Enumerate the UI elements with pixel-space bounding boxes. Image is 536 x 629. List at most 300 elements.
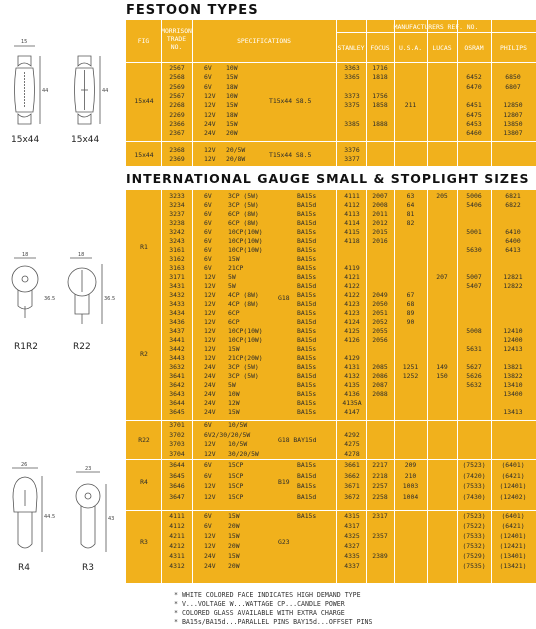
table-cell-power: 3CP (5W) [228, 363, 259, 371]
header-morrison-3: NO. [170, 43, 183, 51]
table-cell-brand-ref: 2218 [372, 471, 388, 480]
table-cell-brand-ref: 4129 [344, 354, 360, 362]
table-cell-power: 10CP(10W) [228, 228, 263, 236]
table-cell-power: 15CP [228, 492, 244, 501]
table-cell-trade-no: 3647 [169, 492, 185, 501]
table-cell-power: 15W [228, 532, 240, 540]
table-cell-voltage: 6V [204, 421, 212, 429]
note-3: * COLORED GLASS AVAILABLE WITH EXTRA CHARGE [174, 609, 345, 617]
table-cell-brand-ref: 13850 [503, 119, 523, 128]
table-cell-brand-ref: 13807 [503, 129, 523, 138]
table-cell-brand-ref: 149 [436, 363, 448, 371]
table-cell-brand-ref: 1756 [372, 91, 388, 100]
table-cell-spec-overlay: G18 BAY15d [278, 436, 317, 444]
table-cell-brand-ref: 5007 [466, 273, 482, 281]
table-cell-voltage: 6V [204, 201, 212, 209]
r22-bulb-icon [68, 258, 102, 324]
table-cell-brand-ref: 64 [406, 201, 415, 209]
table-cell-brand-ref: 12410 [503, 327, 523, 335]
table-cell-power: 15W [228, 512, 240, 520]
table-cell-brand-ref: 4335 [344, 552, 360, 560]
table-cell-base: BA15d [297, 237, 317, 245]
table-cell-brand-ref: 2085 [372, 363, 388, 371]
table-cell-brand-ref: (7523) [462, 461, 486, 469]
table-cell-wattage: 18W [226, 82, 238, 91]
table-cell-brand-ref: 3363 [344, 64, 360, 72]
table-cell-brand-ref: 13413 [503, 408, 523, 416]
table-cell-brand-ref: 90 [406, 318, 415, 326]
table-cell-voltage: 6V [204, 512, 212, 520]
table-cell-brand-ref: (7522) [462, 522, 486, 530]
note-1: * WHITE COLORED FACE INDICATES HIGH DEMAND TYPE [174, 591, 361, 599]
table-cell-brand-ref: 12822 [503, 282, 523, 290]
table-cell-wattage: 20/5W [226, 146, 246, 154]
table-cell-brand-ref: (12401) [499, 532, 527, 540]
table-cell-brand-ref: 6821 [505, 192, 521, 200]
r22-label: R22 [73, 342, 91, 352]
dim-r1r2-side: 36.5 [44, 296, 56, 302]
table-cell-voltage: 12V [204, 354, 216, 362]
table-cell-base: BA15s [297, 228, 317, 236]
table-cell-trade-no: 2369 [169, 155, 185, 164]
table-cell-base: BA15d [297, 318, 317, 326]
table-cell-brand-ref: 4126 [344, 336, 360, 344]
table-cell-trade-no: 4311 [169, 552, 185, 560]
table-cell-brand-ref: 4118 [344, 237, 360, 245]
festoon-title: FESTOON TYPES [126, 3, 259, 18]
table-cell-brand-ref: 5630 [466, 246, 482, 254]
festoon-left-label: 15x44 [11, 135, 40, 145]
table-cell-brand-ref: (7532) [462, 542, 486, 550]
table-cell-power: 4CP (8W) [228, 300, 259, 308]
table-cell-voltage: 6V [204, 461, 212, 469]
table-cell-base: BA15d [297, 219, 317, 227]
table-cell-brand-ref: 4337 [344, 562, 360, 570]
table-cell-spec: T15x44 S8.5 [269, 151, 312, 160]
table-cell-base: BA15d [297, 336, 317, 344]
table-cell-trade-no: 4111 [169, 512, 185, 520]
table-cell-power: 15W [228, 345, 240, 353]
table-cell-brand-ref: 13821 [503, 363, 523, 371]
note-4: * BA15s/BA15d...PARALLEL PINS BAY15d...OFFSET PINS [174, 618, 373, 626]
dim-festoon-top: 15 [21, 39, 28, 45]
table-cell-base: BA15d [297, 201, 317, 209]
table-cell-brand-ref: 2051 [372, 309, 388, 317]
table-cell-brand-ref: 2088 [372, 390, 388, 398]
table-cell-power: 6CP [228, 309, 240, 317]
table-cell-fig: R22 [138, 436, 150, 444]
header-manufacturers: MANUFACTURERS REF. NO. [393, 23, 479, 31]
festoon-table [126, 20, 536, 166]
table-cell-brand-ref: 150 [436, 372, 448, 380]
table-cell-brand-ref: 6822 [505, 201, 521, 209]
table-cell-trade-no: 3442 [169, 345, 185, 353]
table-cell-voltage: 12V [204, 91, 216, 100]
table-cell-brand-ref: 2217 [372, 461, 388, 469]
intl-title: INTERNATIONAL GAUGE SMALL & STOPLIGHT SIZES [126, 171, 530, 186]
table-cell-trade-no: 2269 [169, 110, 185, 119]
festoon-bulb-right-icon [75, 56, 101, 124]
table-cell-brand-ref: (12401) [499, 482, 527, 490]
table-cell-trade-no: 3437 [169, 327, 185, 335]
header-fig: FIG [137, 37, 150, 45]
table-cell-trade-no: 3171 [169, 273, 185, 281]
table-cell-base: BA15s [297, 255, 317, 263]
table-cell-voltage: 12V [204, 273, 216, 281]
table-cell-brand-ref: 209 [404, 461, 417, 469]
table-cell-voltage: 24V [204, 119, 216, 128]
table-cell-brand-ref: 2086 [372, 372, 388, 380]
table-cell-trade-no: 3234 [169, 201, 185, 209]
table-cell-brand-ref: 2055 [372, 327, 388, 335]
table-cell-voltage: 24V [204, 390, 216, 398]
table-cell-brand-ref: 4119 [344, 264, 360, 272]
table-cell-trade-no: 3431 [169, 282, 185, 290]
table-cell-brand-ref: 2008 [372, 201, 388, 209]
table-cell-brand-ref: 4131 [344, 363, 360, 371]
table-cell-power: 10CP(10W) [228, 246, 263, 254]
table-cell-brand-ref: 6850 [505, 73, 521, 82]
table-cell-brand-ref: (7529) [462, 552, 486, 560]
table-cell-trade-no: 3161 [169, 246, 185, 254]
table-cell-voltage: 6V [204, 522, 212, 530]
table-cell-voltage: 6V [204, 237, 212, 245]
table-cell-fig: 15x44 [134, 97, 154, 106]
table-cell-power: 3CP (5W) [228, 201, 259, 209]
bulb-illustrations [0, 0, 126, 629]
table-cell-brand-ref: 2357 [372, 532, 388, 540]
table-cell-wattage: 20W [226, 129, 238, 138]
table-cell-trade-no: 3233 [169, 192, 185, 200]
table-cell-voltage: 12V [204, 146, 216, 154]
table-cell-base: BA15d [297, 282, 317, 290]
table-cell-brand-ref: (13401) [499, 552, 527, 560]
table-cell-wattage: 20/8W [226, 155, 246, 164]
table-cell-trade-no: 3238 [169, 219, 185, 227]
table-cell-base: BA15d [297, 492, 317, 501]
table-cell-spec-overlay: B19 [278, 478, 290, 486]
header-brand-osram: OSRAM [464, 44, 484, 52]
table-cell-trade-no: 3642 [169, 381, 185, 389]
intl-table [126, 190, 536, 583]
table-cell-voltage: 6V [204, 219, 212, 227]
table-cell-brand-ref: 4115 [344, 228, 360, 236]
table-cell-brand-ref: 1858 [372, 101, 388, 110]
table-cell-power: 10CP(10W) [228, 336, 263, 344]
table-cell-brand-ref: 4125 [344, 327, 360, 335]
table-cell-trade-no: 4212 [169, 542, 185, 550]
table-cell-trade-no: 4112 [169, 522, 185, 530]
table-cell-brand-ref: 4124 [344, 318, 360, 326]
r4-label: R4 [18, 563, 30, 573]
table-cell-trade-no: 3641 [169, 372, 185, 380]
table-cell-brand-ref: 5632 [466, 381, 482, 389]
table-cell-wattage: 15W [226, 73, 238, 82]
table-cell-voltage: 12V [204, 291, 216, 299]
table-cell-trade-no: 3645 [169, 408, 185, 416]
table-cell-voltage: 24V [204, 408, 216, 416]
table-cell-wattage: 10W [226, 64, 238, 72]
dim-r3-side: 43 [108, 516, 115, 522]
table-cell-power: 10CP(10W) [228, 327, 263, 335]
table-cell-brand-ref: 2317 [372, 512, 388, 520]
table-cell-brand-ref: 2389 [372, 552, 388, 560]
r4-bulb-icon [12, 468, 42, 552]
table-cell-base: BA15s [297, 291, 317, 299]
table-cell-power: 10/5W [228, 421, 248, 429]
table-cell-trade-no: 2268 [169, 101, 185, 110]
table-cell-brand-ref: 4135 [344, 381, 360, 389]
table-cell-power: 15CP [228, 482, 244, 490]
table-cell-voltage: 12V [204, 282, 216, 290]
table-cell-voltage: 12V [204, 492, 216, 501]
table-cell-brand-ref: 5001 [466, 228, 482, 236]
table-cell-power: 10/5W [228, 440, 248, 448]
table-cell-brand-ref: 6413 [505, 246, 521, 254]
dim-r1r2-top: 18 [22, 252, 29, 258]
table-cell-power: 3CP (5W) [228, 192, 259, 200]
table-cell-voltage: 6V2/30/20/5W [204, 430, 251, 439]
table-cell-brand-ref: 12807 [503, 110, 523, 119]
table-cell-brand-ref: (13421) [499, 562, 527, 570]
dim-r3-top: 23 [85, 466, 92, 472]
table-cell-brand-ref: 63 [406, 192, 415, 200]
table-cell-voltage: 12V [204, 300, 216, 308]
table-cell-brand-ref: 67 [406, 291, 415, 299]
table-cell-brand-ref: 1003 [402, 482, 419, 490]
table-cell-brand-ref: 4275 [344, 440, 360, 448]
table-cell-brand-ref: 2011 [372, 210, 388, 218]
table-cell-brand-ref: 3365 [344, 73, 360, 82]
header-brand-usa: U.S.A. [398, 44, 423, 52]
table-cell-brand-ref: 4123 [344, 300, 360, 308]
table-cell-brand-ref: 3376 [344, 146, 360, 154]
table-cell-voltage: 6V [204, 73, 212, 82]
table-cell-brand-ref: (6421) [501, 522, 525, 530]
table-cell-trade-no: 3163 [169, 264, 185, 272]
table-cell-brand-ref: 5006 [466, 192, 482, 200]
table-cell-brand-ref: 4327 [344, 542, 360, 550]
festoon-bulb-left-icon [14, 46, 40, 124]
table-cell-brand-ref: 6460 [466, 129, 482, 138]
table-cell-brand-ref: 4111 [344, 192, 360, 200]
table-cell-brand-ref: 82 [406, 219, 415, 227]
header-brand-focus: FOCUS [370, 44, 390, 52]
table-cell-base: BA15s [297, 210, 317, 218]
table-cell-power: 5W [228, 273, 236, 281]
header-brand-lucas: LUCAS [432, 44, 452, 52]
table-cell-fig: R3 [140, 538, 148, 546]
table-cell-brand-ref: 6807 [505, 82, 521, 91]
table-cell-wattage: 10W [226, 91, 238, 100]
table-cell-trade-no: 2567 [169, 64, 185, 72]
table-cell-brand-ref: 4122 [344, 291, 360, 299]
table-cell-trade-no: 3646 [169, 482, 185, 490]
table-cell-trade-no: 2366 [169, 119, 185, 128]
table-cell-brand-ref: 2049 [372, 291, 388, 299]
table-cell-voltage: 12V [204, 309, 216, 317]
table-cell-brand-ref: 4325 [344, 532, 360, 540]
table-cell-voltage: 6V [204, 246, 212, 254]
table-cell-trade-no: 3632 [169, 363, 185, 371]
table-cell-brand-ref: (6421) [501, 471, 525, 480]
table-cell-trade-no: 3433 [169, 300, 185, 308]
table-cell-brand-ref: (12421) [499, 542, 527, 550]
table-cell-brand-ref: 5008 [466, 327, 482, 335]
table-cell-base: BA15s [297, 345, 317, 353]
table-cell-brand-ref: 2007 [372, 192, 388, 200]
table-cell-brand-ref: 4123 [344, 309, 360, 317]
table-cell-brand-ref: 12400 [503, 336, 523, 344]
table-cell-voltage: 12V [204, 101, 216, 110]
table-cell-brand-ref: 4317 [344, 522, 360, 530]
table-cell-voltage: 12V [204, 449, 216, 458]
table-cell-trade-no: 3441 [169, 336, 185, 344]
table-cell-voltage: 6V [204, 228, 212, 236]
table-cell-trade-no: 3643 [169, 390, 185, 398]
table-cell-wattage: 15W [226, 101, 238, 110]
table-cell-voltage: 6V [204, 255, 212, 263]
table-cell-power: 15CP [228, 471, 244, 480]
note-2: * V...VOLTAGE W...WATTAGE CP...CANDLE POWER [174, 600, 345, 608]
table-cell-fig: R2 [140, 350, 148, 358]
table-cell-power: 20W [228, 522, 240, 530]
table-cell-trade-no: 2568 [169, 73, 185, 82]
table-cell-power: 20W [228, 562, 240, 570]
table-cell-brand-ref: 4114 [344, 219, 360, 227]
table-cell-voltage: 12V [204, 532, 216, 540]
table-cell-brand-ref: 1252 [402, 372, 419, 380]
table-cell-trade-no: 3701 [169, 421, 185, 429]
header-brand-stanley: STANLEY [337, 44, 365, 52]
table-cell-voltage: 24V [204, 381, 216, 389]
table-cell-trade-no: 4211 [169, 532, 185, 540]
table-cell-spec: T15x44 S8.5 [269, 97, 312, 106]
table-cell-trade-no: 3242 [169, 228, 185, 236]
table-cell-fig: R4 [140, 478, 148, 486]
table-cell-brand-ref: 6410 [505, 228, 521, 236]
dim-r22-side: 36.5 [104, 296, 116, 302]
table-cell-power: 6CP [228, 318, 240, 326]
table-cell-power: 21CP [228, 264, 244, 272]
table-cell-brand-ref: 12413 [503, 345, 523, 353]
table-cell-power: 15W [228, 408, 240, 416]
table-cell-power: 5W [228, 282, 236, 290]
table-cell-brand-ref: 2087 [372, 381, 388, 389]
table-cell-brand-ref: 68 [406, 300, 415, 308]
table-cell-base: BA15s [297, 408, 317, 416]
table-cell-trade-no: 2569 [169, 82, 185, 91]
table-cell-power: 5W [228, 381, 236, 389]
table-cell-trade-no: 3432 [169, 291, 185, 299]
table-cell-brand-ref: (6401) [501, 512, 525, 520]
table-cell-brand-ref: 210 [404, 471, 417, 480]
table-cell-brand-ref: 2257 [372, 482, 388, 490]
dim-r4-side: 44.5 [44, 514, 56, 520]
table-cell-trade-no: 2567 [169, 91, 185, 100]
table-cell-trade-no: 3237 [169, 210, 185, 218]
table-cell-brand-ref: (7535) [462, 562, 486, 570]
dim-r4-top: 26 [21, 462, 28, 468]
table-cell-brand-ref: 5627 [466, 363, 482, 371]
table-cell-brand-ref: 12821 [503, 273, 523, 281]
table-cell-base: BA15s [297, 363, 317, 371]
header-brand-philips: PHILIPS [500, 44, 527, 52]
table-cell-brand-ref: 12850 [503, 101, 523, 110]
table-cell-brand-ref: 1251 [402, 363, 419, 371]
table-cell-brand-ref: 2050 [372, 300, 388, 308]
table-cell-base: BA15s [297, 512, 317, 520]
table-cell-power: 30/20/5W [228, 449, 259, 458]
table-cell-brand-ref: 211 [404, 101, 417, 110]
r3-label: R3 [82, 563, 94, 573]
table-cell-fig: R1 [140, 243, 148, 251]
table-cell-brand-ref: 4121 [344, 273, 360, 281]
table-cell-trade-no: 3644 [169, 399, 185, 407]
table-cell-power: 20W [228, 542, 240, 550]
table-cell-brand-ref: 3385 [344, 119, 360, 128]
table-cell-voltage: 12V [204, 345, 216, 353]
table-cell-brand-ref: 205 [436, 192, 448, 200]
table-cell-trade-no: 3243 [169, 237, 185, 245]
table-cell-voltage: 6V [204, 264, 212, 272]
table-cell-voltage: 6V [204, 210, 212, 218]
table-cell-base: BA15s [297, 309, 317, 317]
header-specifications: SPECIFICATIONS [237, 37, 291, 45]
table-cell-brand-ref: 207 [436, 273, 448, 281]
table-cell-brand-ref: 1888 [372, 119, 388, 128]
table-cell-brand-ref: 2056 [372, 336, 388, 344]
table-cell-voltage: 24V [204, 363, 216, 371]
table-cell-power: 15W [228, 255, 240, 263]
table-cell-base: BA15s [297, 327, 317, 335]
table-cell-trade-no: 3703 [169, 440, 185, 448]
header-morrison-2: TRADE [166, 35, 187, 43]
table-cell-brand-ref: 4132 [344, 372, 360, 380]
table-cell-trade-no: 3704 [169, 449, 185, 458]
table-cell-brand-ref: 1818 [372, 73, 388, 82]
table-cell-voltage: 12V [204, 482, 216, 490]
dim-r22-top: 18 [78, 252, 85, 258]
table-cell-brand-ref: 13410 [503, 381, 523, 389]
table-cell-voltage: 24V [204, 552, 216, 560]
table-cell-power: 3CP (5W) [228, 372, 259, 380]
table-cell-trade-no: 3436 [169, 318, 185, 326]
table-cell-brand-ref: 5407 [466, 282, 482, 290]
table-cell-brand-ref: 2052 [372, 318, 388, 326]
table-cell-brand-ref: 5406 [466, 201, 482, 209]
table-cell-brand-ref: 6453 [466, 119, 482, 128]
table-cell-power: 21CP(20W) [228, 354, 263, 362]
table-cell-trade-no: 3443 [169, 354, 185, 362]
table-cell-power: 12W [228, 399, 240, 407]
table-cell-power: 6CP (8W) [228, 210, 259, 218]
table-cell-brand-ref: (7523) [462, 512, 486, 520]
table-cell-voltage: 12V [204, 542, 216, 550]
table-cell-voltage: 12V [204, 327, 216, 335]
table-cell-brand-ref: 6470 [466, 82, 482, 91]
table-cell-spec-overlay: G23 [278, 538, 290, 546]
table-cell-power: 6CP (8W) [228, 219, 259, 227]
table-cell-power: 10W [228, 390, 240, 398]
table-cell-brand-ref: 4136 [344, 390, 360, 398]
dim-festoon-side: 44 [42, 88, 49, 94]
table-cell-trade-no: 2367 [169, 129, 185, 138]
table-cell-brand-ref: 2012 [372, 219, 388, 227]
table-cell-brand-ref: (12402) [499, 492, 527, 501]
table-cell-voltage: 24V [204, 562, 216, 570]
table-cell-brand-ref: 3671 [344, 482, 360, 490]
